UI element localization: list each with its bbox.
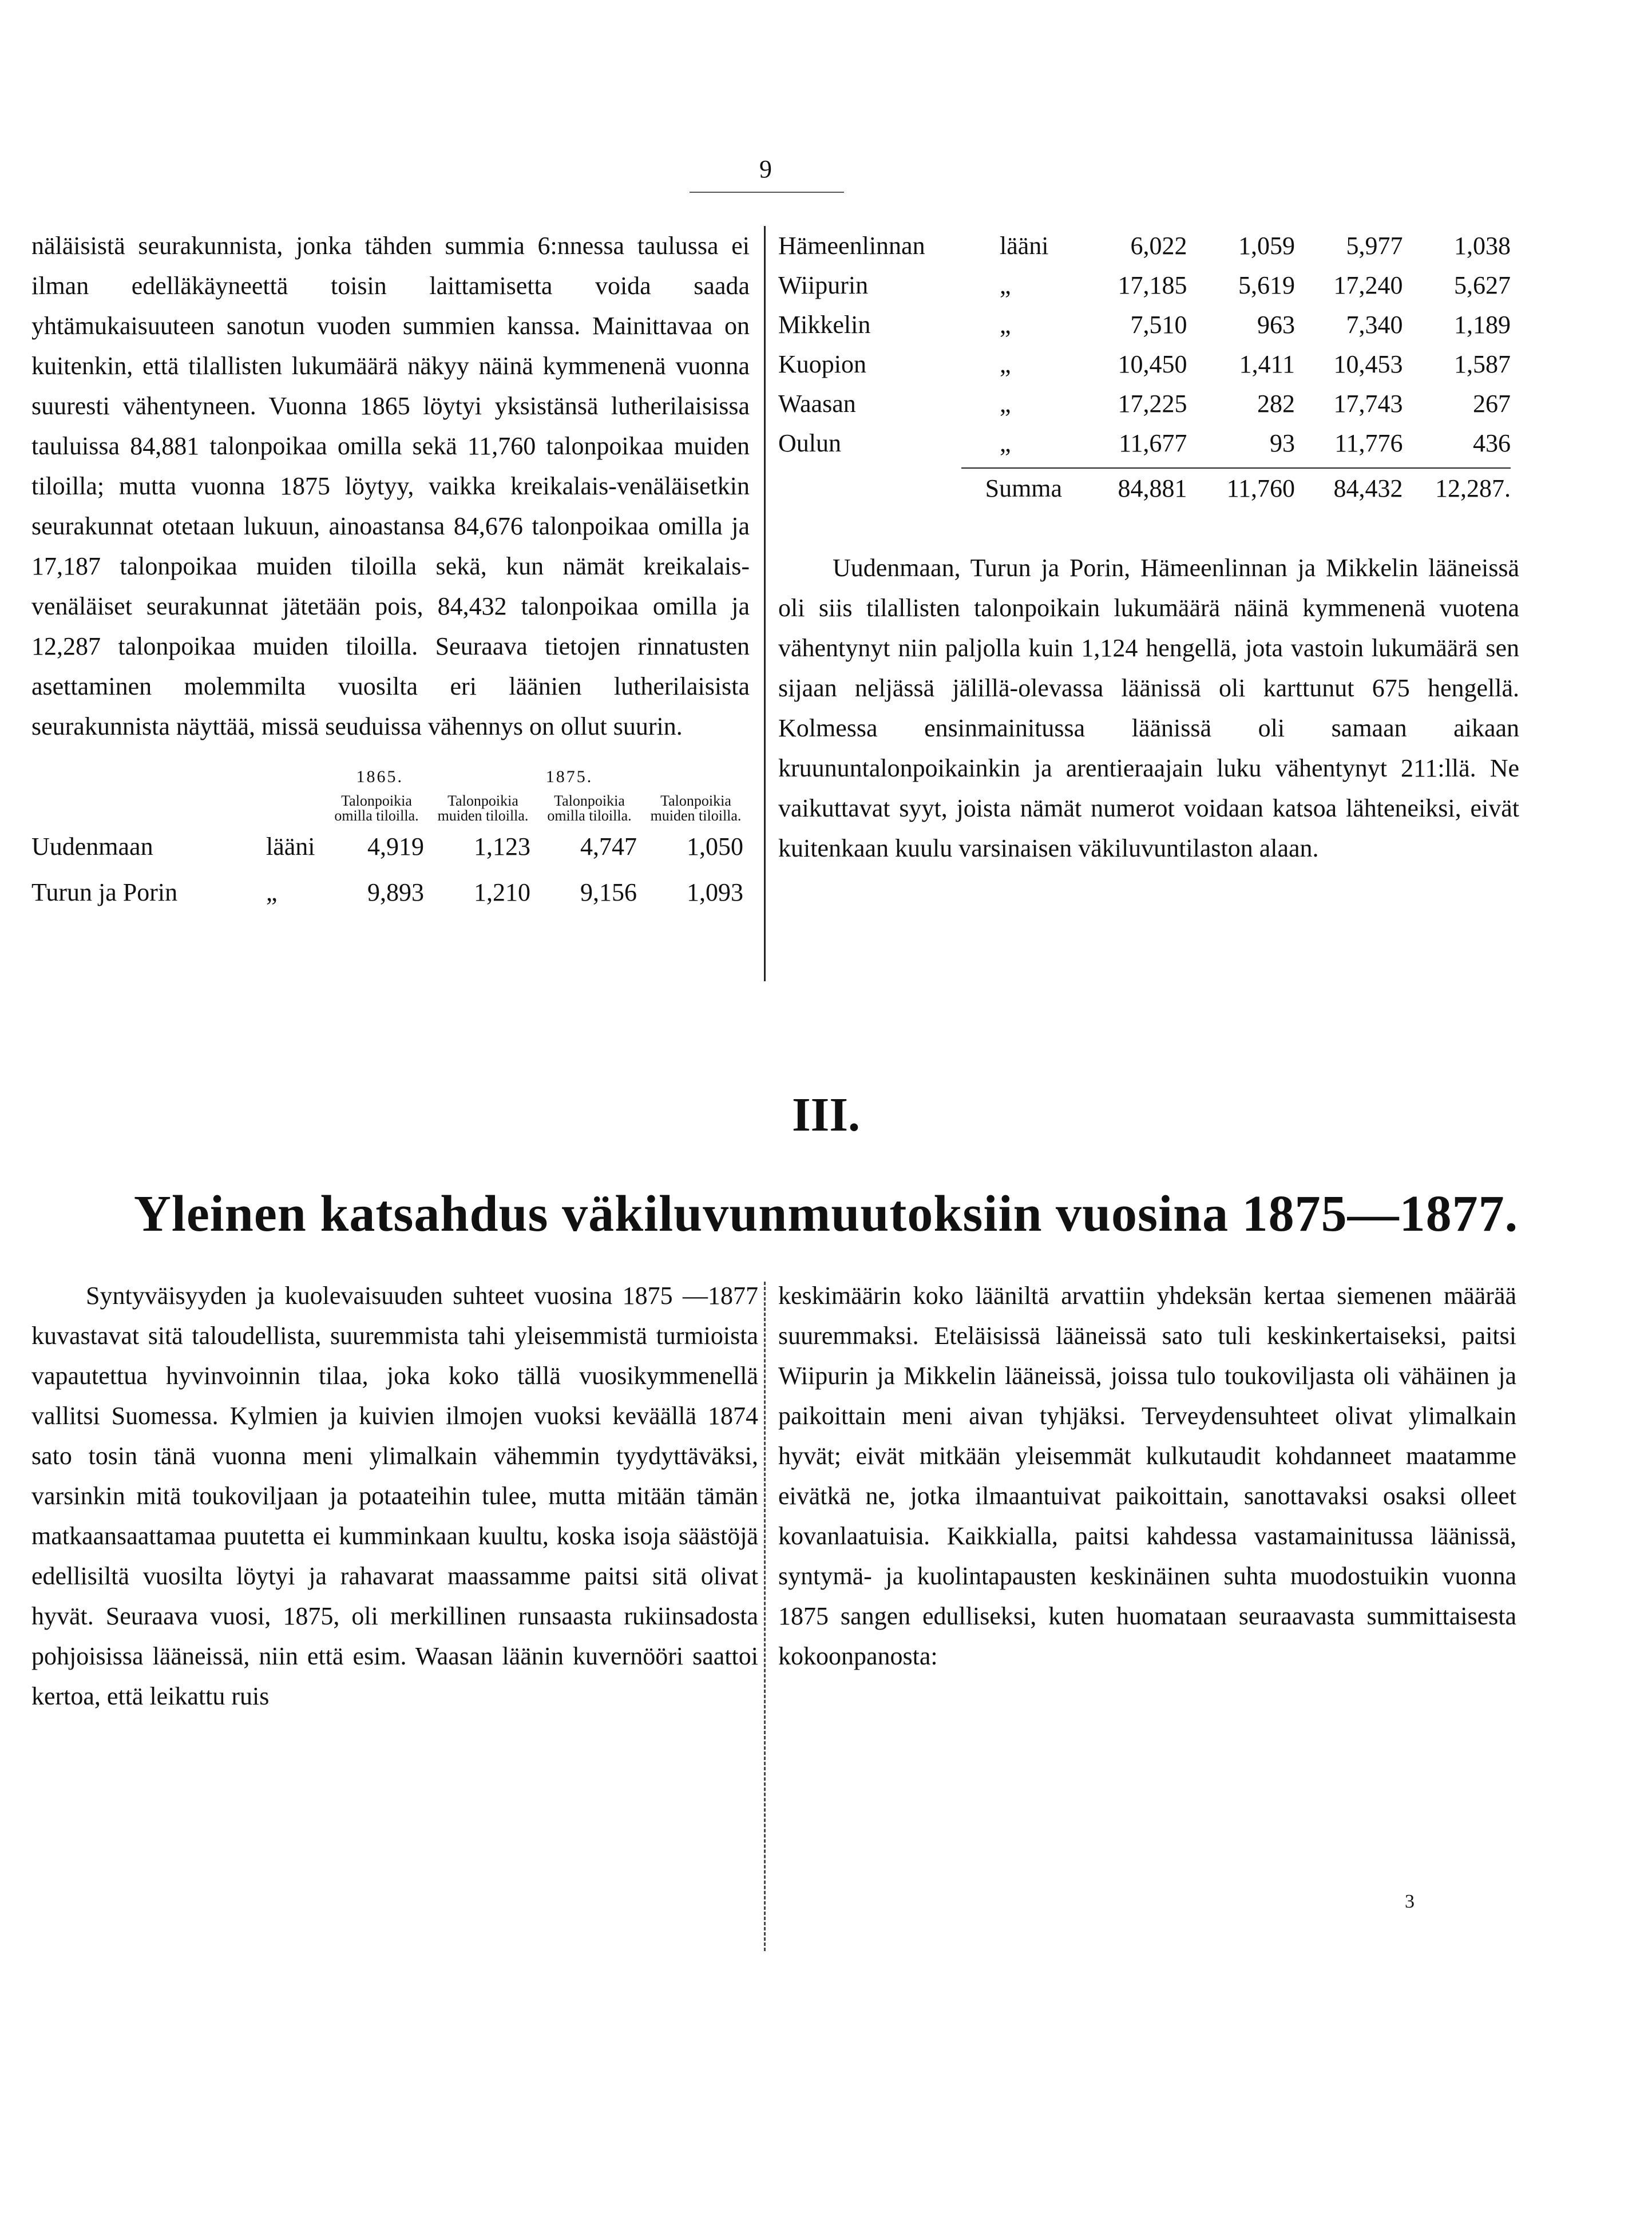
table-row	[778, 265, 1511, 305]
table-cell: 5,619	[1238, 271, 1295, 299]
table-cell: 11,677	[1119, 429, 1187, 457]
table-cell: 5,627	[1454, 271, 1511, 299]
row-suffix: „	[999, 311, 1011, 339]
table-row	[778, 384, 1511, 423]
column-divider-2	[764, 1282, 766, 1951]
table-cell: 17,743	[1333, 390, 1403, 418]
sum-row	[778, 469, 1511, 508]
table-row	[778, 226, 1511, 265]
table-cell: 1,411	[1239, 350, 1295, 378]
table-cell: 17,240	[1333, 271, 1403, 299]
row-suffix: „	[999, 350, 1011, 378]
sum-cell: 84,881	[1118, 474, 1187, 502]
table-header-cell: Talonpoikia muiden tiloilla.	[437, 792, 529, 824]
table-cell: 17,185	[1118, 271, 1187, 299]
table-header-cell: Talonpoikia muiden tiloilla.	[650, 792, 742, 824]
table-cell: 1,210	[474, 878, 530, 906]
table-year-row	[31, 767, 750, 790]
table-row	[778, 344, 1511, 384]
table-cell: 7,340	[1346, 311, 1403, 339]
sum-label: Summa	[985, 474, 1063, 502]
table-cell: 436	[1473, 429, 1511, 457]
row-name: Turun ja Porin	[31, 878, 178, 906]
section-number: III.	[791, 1088, 861, 1141]
sheet-number: 3	[1405, 1891, 1415, 1912]
year-1875-label: 1875.	[545, 767, 593, 786]
sum-cell: 11,760	[1226, 474, 1295, 502]
column-divider	[764, 226, 766, 981]
row-suffix: lääni	[266, 832, 315, 861]
table-cell: 1,093	[687, 878, 743, 906]
row-name: Wiipurin	[778, 271, 869, 299]
row-suffix: „	[999, 429, 1011, 457]
table-cell: 10,453	[1333, 350, 1403, 378]
table-cell: 9,156	[580, 878, 637, 906]
table-cell: 17,225	[1118, 390, 1187, 418]
row-name: Mikkelin	[778, 311, 871, 339]
table-header-cell: Talonpoikia omilla tiloilla.	[547, 792, 632, 824]
right-paragraph-2: keskimäärin koko lääniltä arvattiin yhdeksän kertaa siemenen määrää suuremmaksi. Eteläisissä lääneissä sato tuli keskinkertaiseksi, paitsi Wiipurin ja Mikkelin lääneissä, joissa tulo toukoviljasta oli vähäinen ja paikoittain meni aivan tyhjäksi. Terveydensuhteet olivat ylimalkain hyvät; eivät mitkään yleisemmät kulkutaudit kohdanneet maatamme eivätkä ne, jotka ilmaantuivat paikoittain, sanottavaksi osaksi olleet kovanlaatuisia. Kaikkialla, paitsi kahdessa vastamainitussa läänissä, syntymä- ja kuolintapausten keskinäinen suhta muodostuikin vuonna 1875 sangen edulliseksi, kuten huomataan seuraavasta summittaisesta kokoonpanosta:	[778, 1282, 1516, 1670]
table-header	[31, 794, 750, 823]
page-number: 9	[759, 155, 772, 183]
table-row	[778, 423, 1511, 463]
table-cell: 1,587	[1454, 350, 1511, 378]
right-column-top	[778, 226, 1519, 869]
table-continuation	[778, 226, 1511, 508]
table-cell: 93	[1269, 429, 1295, 457]
table-cell: 7,510	[1130, 311, 1187, 339]
row-suffix: „	[999, 271, 1011, 299]
row-name: Oulun	[778, 429, 841, 457]
table-row	[778, 305, 1511, 344]
row-name: Hämeenlinnan	[778, 232, 925, 260]
table-row	[31, 869, 750, 915]
left-paragraph-2: Syntyväisyyden ja kuolevaisuuden suhteet vuosina 1875 —1877 kuvastavat sitä taloudellista, suuremmista tahi yleisemmistä turmioista vapautettua hyvinvoinnin tilaa, joka koko tällä vuosikymmenellä vallitsi Suomessa. Kylmien ja kuivien ilmojen vuoksi keväällä 1874 sato tosin tänä vuonna meni ylimalkain vähemmin tyydyttäväksi, varsinkin mitä toukoviljaan ja potaateihin tulee, mutta mitään tämän matkaansaattamaa puutetta ei kumminkaan kuultu, koska isoja säästöjä edellisiltä vuosilta löytyi ja rahavarat maassamme paitsi sitä olivat hyvät. Seuraava vuosi, 1875, oli merkillinen runsaasta rukiinsadosta pohjoisissa lääneissä, niin että esim. Waasan läänin kuvernööri saattoi kertoa, että leikattu ruis	[31, 1282, 758, 1710]
row-name: Uudenmaan	[31, 832, 153, 861]
table-cell: 1,050	[687, 832, 743, 861]
header-rule	[690, 192, 844, 193]
right-paragraph-1: Uudenmaan, Turun ja Porin, Hämeenlinnan ja Mikkelin lääneissä oli siis tilallisten talonpoikain lukumäärä näinä kymmenenä vuotena vähentynyt niin paljolla kuin 1,124 hengellä, jota vastoin lukumäärä sen sijaan neljässä jälillä-olevassa läänissä oli karttunut 675 hengellä. Kolmessa ensinmainitussa läänissä oli samaan aikaan kruununtalonpoikainkin ja arentieraajain luku vähentynyt 211:llä. Ne vaikuttavat syyt, joista nämät numerot voidaan katsoa lähteneiksi, eivät kuitenkaan kuulu varsinaisen väkiluvuntilaston alaan.	[778, 554, 1519, 862]
table-header-cell: Talonpoikia omilla tiloilla.	[334, 792, 419, 824]
left-column-top	[31, 226, 750, 915]
table-cell: 11,776	[1334, 429, 1403, 457]
table-cell: 282	[1257, 390, 1295, 418]
row-name: Kuopion	[778, 350, 866, 378]
year-1865-label: 1865.	[356, 767, 403, 786]
table-row	[31, 823, 750, 869]
right-column-bottom	[778, 1276, 1516, 1676]
sum-cell: 84,432	[1333, 474, 1403, 502]
table-cell: 1,038	[1454, 232, 1511, 260]
left-paragraph-1: näläisistä seurakunnista, jonka tähden summia 6:nnessa taulussa ei ilman edelläkäyneettä toisin laittamisetta voida saada yhtämukaisuuteen sanotun vuoden summien kanssa. Mainittavaa on kuitenkin, että tilallisten lukumäärä näkyy näinä kymmenenä vuonna suuresti vähentyneen. Vuonna 1865 löytyi yksistänsä lutherilaisissa tauluissa 84,881 talonpoikaa omilla sekä 11,760 talonpoikaa muiden tiloilla; mutta vuonna 1875 löytyy, vaikka kreikalais-venäläisetkin seurakunnat otetaan lukuun, ainoastansa 84,676 talonpoikaa omilla ja 17,187 talonpoikaa muiden tiloilla sekä, kun nämät kreikalais-venäläiset seurakunnat jätetään pois, 84,432 talonpoikaa omilla ja 12,287 talonpoikaa muiden tiloilla. Seuraava tietojen rinnatusten asettaminen molemmilta vuosilta eri läänien lutherilaisista seurakunnista näyttää, missä seuduissa vähennys on ollut suurin.	[31, 232, 750, 740]
left-column-bottom	[31, 1276, 758, 1716]
table-cell: 1,123	[474, 832, 530, 861]
sum-cell: 12,287.	[1435, 474, 1511, 502]
table-cell: 963	[1257, 311, 1295, 339]
row-suffix: lääni	[999, 232, 1049, 260]
table-cell: 4,919	[367, 832, 424, 861]
table-cell: 267	[1473, 390, 1511, 418]
table-cell: 9,893	[367, 878, 424, 906]
row-name: Waasan	[778, 390, 856, 418]
row-suffix: „	[266, 878, 278, 906]
table-cell: 4,747	[580, 832, 637, 861]
row-suffix: „	[999, 390, 1011, 418]
table-cell: 1,189	[1454, 311, 1511, 339]
section-title: Yleinen katsahdus väkiluvunmuutoksiin vuosina 1875—1877.	[133, 1186, 1519, 1242]
table-cell: 6,022	[1130, 232, 1187, 260]
table-cell: 5,977	[1346, 232, 1403, 260]
table-cell: 1,059	[1238, 232, 1295, 260]
table-cell: 10,450	[1118, 350, 1187, 378]
